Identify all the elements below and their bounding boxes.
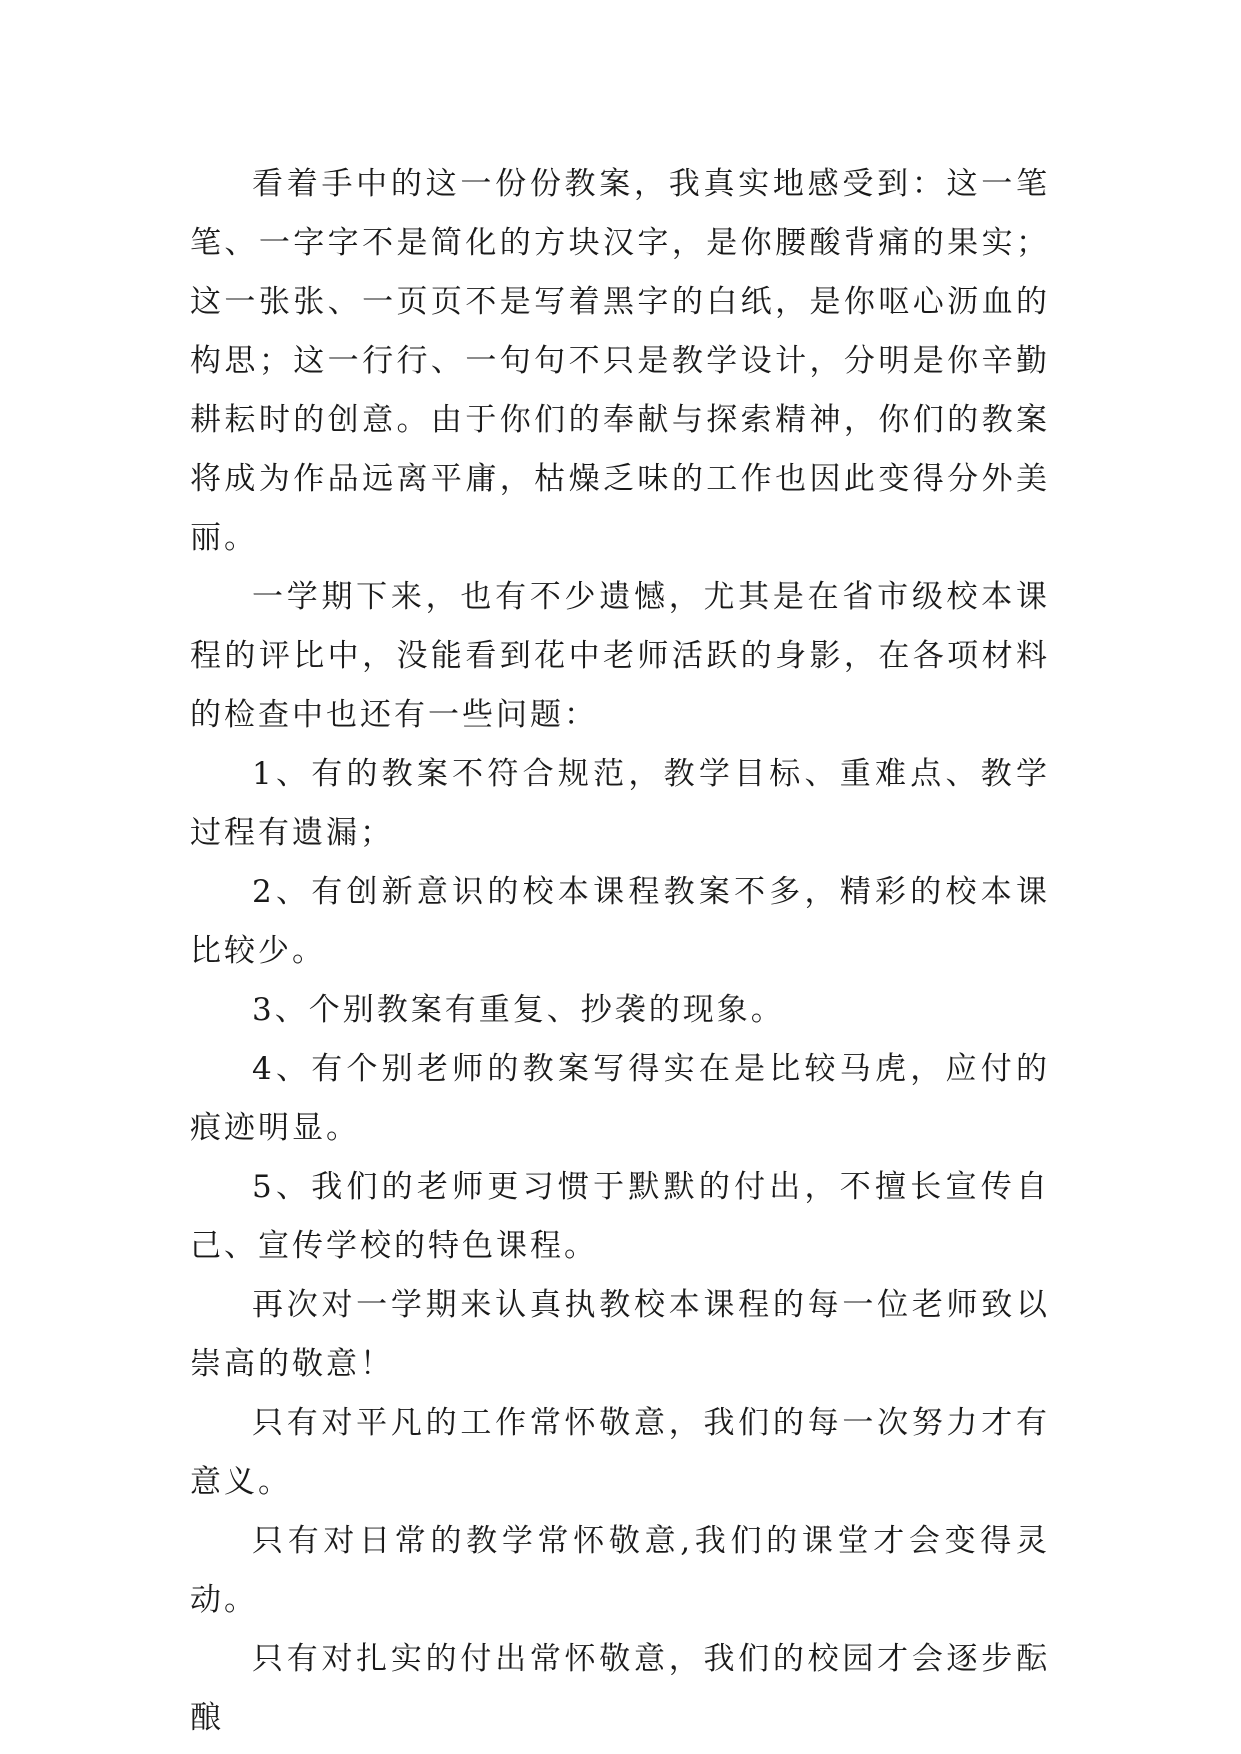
paragraph-intro: 看着手中的这一份份教案，我真实地感受到：这一笔笔、一字字不是简化的方块汉字，是你腰酸背痛的果实；这一张张、一页页不是写着黑字的白纸，是你呕心沥血的构思；这一行行、一句句不只是教学设计，分明是你辛勤耕耘时的创意。由于你们的奉献与探索精神，你们的教案将成为作品远离平庸，枯燥乏味的工作也因此变得分外美丽。 xyxy=(190,166,1050,556)
list-item-1: 1、有的教案不符合规范，教学目标、重难点、教学过程有遗漏； xyxy=(190,756,1050,851)
paragraph-respect: 再次对一学期来认真执教校本课程的每一位老师致以崇高的敬意！ xyxy=(190,1287,1050,1382)
list-item-2: 2、有创新意识的校本课程教案不多，精彩的校本课比较少。 xyxy=(190,874,1050,969)
paragraph-work: 只有对平凡的工作常怀敬意，我们的每一次努力才有意义。 xyxy=(190,1405,1050,1500)
list-item-3: 3、个别教案有重复、抄袭的现象。 xyxy=(252,992,785,1028)
list-item-4: 4、有个别老师的教案写得实在是比较马虎，应付的痕迹明显。 xyxy=(190,1051,1050,1146)
paragraph-teaching: 只有对日常的教学常怀敬意,我们的课堂才会变得灵动。 xyxy=(190,1523,1050,1618)
paragraph-regrets: 一学期下来，也有不少遗憾，尤其是在省市级校本课程的评比中，没能看到花中老师活跃的身影，在各项材料的检查中也还有一些问题： xyxy=(190,579,1050,733)
document-body xyxy=(190,155,1050,1748)
list-item-5: 5、我们的老师更习惯于默默的付出，不擅长宣传自己、宣传学校的特色课程。 xyxy=(190,1169,1050,1264)
paragraph-campus: 只有对扎实的付出常怀敬意，我们的校园才会逐步酝酿 xyxy=(190,1641,1050,1736)
